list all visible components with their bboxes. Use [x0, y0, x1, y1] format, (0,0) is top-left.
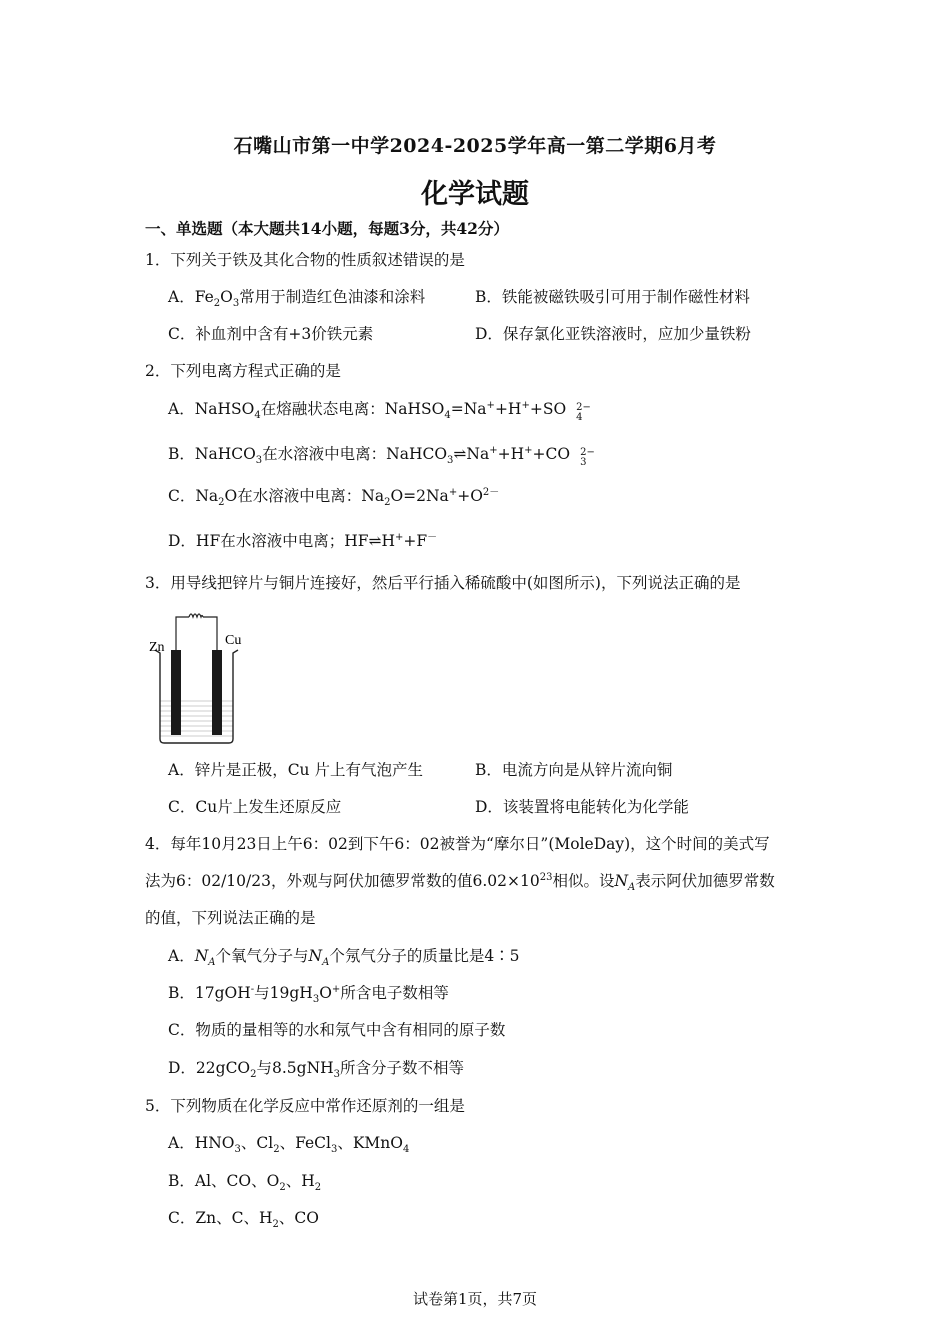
- zinc-electrode: [171, 650, 181, 735]
- q3-option-d: D．该装置将电能转化为化学能: [475, 798, 689, 816]
- q1-option-b: B．铁能被磁铁吸引可用于制作磁性材料: [475, 288, 750, 306]
- q2-option-a: A．NaHSO$_4$在熔融状态电离：NaHSO$_4$=Na++H++SO 2− 4: [168, 399, 591, 423]
- electrolyte-hatching: [160, 701, 233, 736]
- zinc-label: Zn: [149, 640, 165, 655]
- q1-option-a: A．$Fe_2O_3$常用于制造红色油漆和涂料: [168, 288, 426, 310]
- school-title: 石嘴山市第一中学2024-2025学年高一第二学期6月考: [233, 135, 717, 157]
- q2-stem: 2．下列电离方程式正确的是: [145, 362, 341, 380]
- q4-stem-line3: 的值，下列说法正确的是: [145, 909, 316, 927]
- q1-stem: 1．下列关于铁及其化合物的性质叙述错误的是: [145, 251, 465, 269]
- page-footer: 试卷第1页，共7页: [412, 1290, 538, 1308]
- q5-stem: 5．下列物质在化学反应中常作还原剂的一组是: [145, 1097, 465, 1115]
- q3-option-c: C．Cu片上发生还原反应: [168, 798, 342, 816]
- page-title: 化学试题: [421, 179, 529, 210]
- q4-option-d: D．22gCO$_2$与8.5gNH$_3$所含分子数不相等: [168, 1059, 465, 1081]
- q3-stem: 3．用导线把锌片与铜片连接好，然后平行插入稀硫酸中(如图所示)，下列说法正确的是: [145, 574, 741, 592]
- q4-option-a: A．$N_A$个氧气分子与$N_A$个氖气分子的质量比是4∶5: [168, 947, 520, 969]
- q2-option-b: B．NaHCO$_3$在水溶液中电离：NaHCO$_3$⇌Na++H++CO 2− 3: [168, 444, 595, 468]
- galvanic-cell-figure: [145, 605, 255, 750]
- q3-option-b: B．电流方向是从锌片流向铜: [475, 761, 673, 779]
- connecting-wire: [176, 617, 217, 650]
- section-heading: 一、单选题（本大题共14小题，每题3分，共42分）: [145, 219, 509, 238]
- q3-option-a: A．锌片是正极，Cu 片上有气泡产生: [168, 761, 423, 779]
- q2-option-d: D．HF在水溶液中电离；HF⇌H++F－: [168, 531, 438, 550]
- q1-option-d: D．保存氯化亚铁溶液时，应加少量铁粉: [475, 325, 751, 343]
- q4-option-c: C．物质的量相等的水和氖气中含有相同的原子数: [168, 1021, 506, 1039]
- q5-option-a: A．$HNO_3$、$Cl_2$、FeCl$_3$、KMnO$_4$: [168, 1134, 410, 1156]
- q4-stem-line2: 法为6：02/10/23，外观与阿伏加德罗常数的值$6.02\times 10^{23}$相似。设$N_A$表示阿伏加德罗常数: [145, 871, 775, 894]
- copper-label: Cu: [225, 633, 242, 648]
- q4-stem-line1: 4．每年10月23日上午6：02到下午6：02被誉为“摩尔日”(MoleDay)，这个时间的美式写: [145, 835, 770, 853]
- copper-electrode: [212, 650, 222, 735]
- resistor-coil: [189, 614, 203, 617]
- beaker-outline: [155, 650, 238, 743]
- q5-option-b: B．Al、CO、$O_2$、$H_2$: [168, 1172, 322, 1194]
- q4-option-b: B．17gOH-与$19gH_3O^+$所含电子数相等: [168, 983, 449, 1006]
- q1-option-c: C．补血剂中含有+3价铁元素: [168, 325, 374, 343]
- q2-option-c: C．$Na_2O$在水溶液中电离：$Na_2O=2Na^++O^{2-}$: [168, 486, 500, 509]
- q5-option-c: C．Zn、C、$H_2$、CO: [168, 1209, 319, 1231]
